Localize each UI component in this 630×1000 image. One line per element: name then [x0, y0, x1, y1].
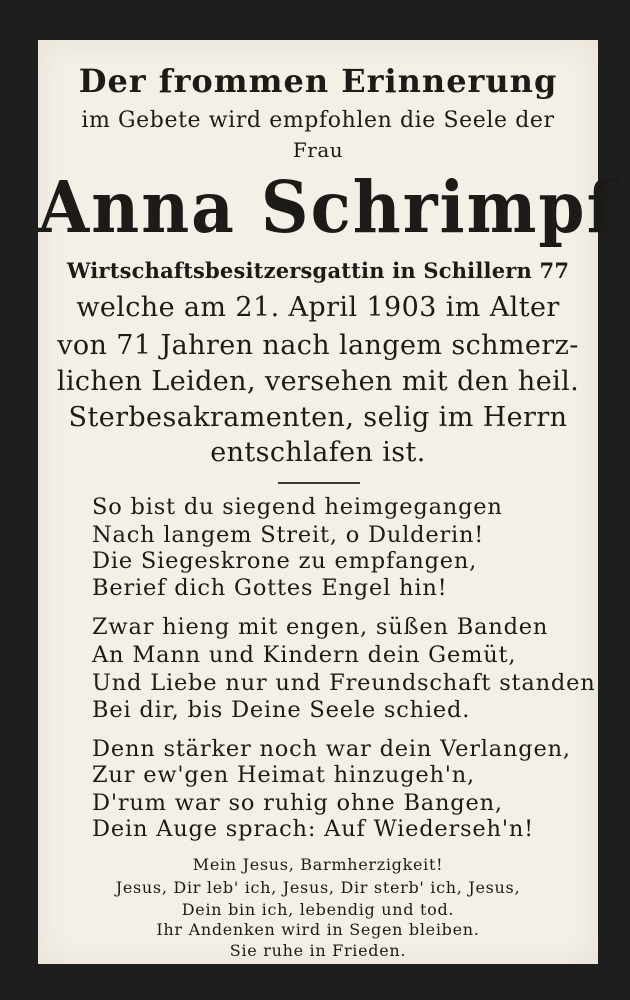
poem-line: Nach langem Streit, o Dulderin! [92, 522, 485, 548]
poem-line: Und Liebe nur und Freundschaft standen [92, 670, 596, 696]
card-title: Der frommen Erinnerung [78, 62, 558, 100]
card-paper [38, 40, 617, 964]
obituary-line-2: von 71 Jahren nach langem schmerz- [57, 330, 579, 361]
deceased-name: Anna Schrimpf [38, 164, 617, 250]
obituary-line-4: Sterbesakramenten, selig im Herrn [68, 402, 568, 433]
closing-line-3: Dein bin ich, lebendig und tod. [181, 900, 455, 919]
poem-line: Zwar hieng mit engen, süßen Banden [92, 614, 549, 640]
poem-line: D'rum war so ruhig ohne Bangen, [92, 790, 503, 816]
poem-line: Die Siegeskrone zu empfangen, [92, 548, 478, 574]
closing-line-5: Sie ruhe in Frieden. [229, 941, 407, 960]
poem-line: Bei dir, bis Deine Seele schied. [92, 697, 471, 723]
divider-rule [278, 482, 360, 484]
poem-line: Dein Auge sprach: Auf Wiederseh'n! [92, 816, 534, 842]
poem-line: Berief dich Gottes Engel hin! [92, 575, 448, 601]
salutation: Frau [292, 138, 344, 162]
deceased-role: Wirtschaftsbesitzersgattin in Schillern 77 [66, 258, 570, 283]
intro-line: im Gebete wird empfohlen die Seele der [81, 108, 555, 133]
obituary-line-3: lichen Leiden, versehen mit den heil. [56, 366, 580, 397]
closing-line-4: Ihr Andenken wird in Segen bleiben. [156, 920, 480, 939]
closing-line-1: Mein Jesus, Barmherzigkeit! [192, 855, 444, 874]
obituary-line-5: entschlafen ist. [210, 437, 426, 468]
poem-line: Denn stärker noch war dein Verlangen, [92, 736, 571, 762]
closing-line-2: Jesus, Dir leb' ich, Jesus, Dir sterb' ich, Jesus, [115, 878, 521, 897]
poem-line: So bist du siegend heimgegangen [92, 494, 503, 520]
poem-line: Zur ew'gen Heimat hinzugeh'n, [92, 762, 475, 788]
poem-line: An Mann und Kindern dein Gemüt, [92, 642, 517, 668]
obituary-line-1: welche am 21. April 1903 im Alter [76, 292, 560, 323]
